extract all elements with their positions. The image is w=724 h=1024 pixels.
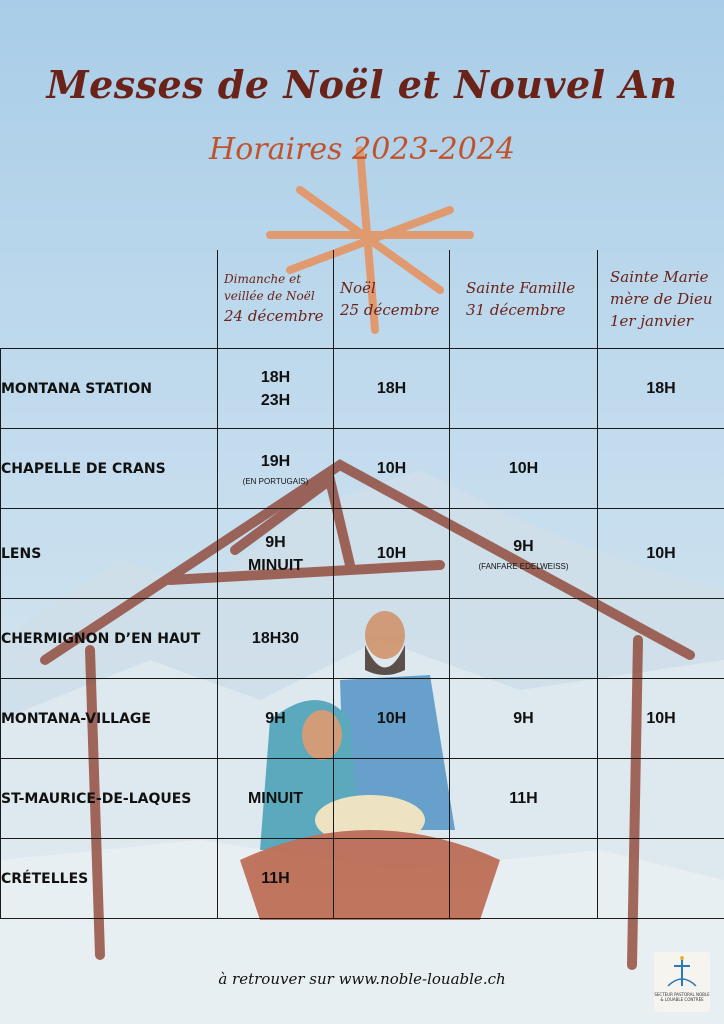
time-cell <box>450 349 598 429</box>
time-cell <box>598 599 724 679</box>
table-row <box>1 349 724 429</box>
website-footer: à retrouver sur www.noble-louable.ch <box>218 970 506 988</box>
parish-logo <box>654 952 710 1012</box>
cross-icon <box>654 952 710 992</box>
time-cell: 11H <box>218 839 334 919</box>
table-row <box>1 679 724 759</box>
location-name: LENS <box>1 509 218 599</box>
time-note: (FANFARE EDELWEISS) <box>478 562 569 571</box>
time-cell: 10H <box>598 509 724 599</box>
time-cell: 9H (FANFARE EDELWEISS) <box>450 509 598 599</box>
time-cell <box>334 839 450 919</box>
mass-schedule-table <box>0 250 724 919</box>
table-row <box>1 839 724 919</box>
table-row <box>1 509 724 599</box>
location-name: CHERMIGNON D’EN HAUT <box>1 599 218 679</box>
page-subtitle: Horaires 2023-2024 <box>209 132 515 167</box>
time-cell: 10H <box>334 679 450 759</box>
time-cell: 10H <box>334 429 450 509</box>
time-cell <box>598 839 724 919</box>
location-name: CHAPELLE DE CRANS <box>1 429 218 509</box>
time-cell: 18H 23H <box>218 349 334 429</box>
time-cell: 9H <box>218 679 334 759</box>
table-header-row <box>1 250 724 349</box>
table-row <box>1 429 724 509</box>
page-title: Messes de Noël et Nouvel An <box>46 62 678 107</box>
location-name: CRÉTELLES <box>1 839 218 919</box>
time-cell: MINUIT <box>218 759 334 839</box>
time-cell <box>450 839 598 919</box>
column-header-31-dec: Sainte Famille 31 décembre <box>450 250 598 349</box>
time-cell: 10H <box>450 429 598 509</box>
logo-caption: SECTEUR PASTORAL NOBLE & LOUABLE CONTRÉE <box>654 992 710 1002</box>
time-cell <box>598 759 724 839</box>
time-cell <box>334 759 450 839</box>
time-note: (EN PORTUGAIS) <box>242 477 309 486</box>
time-cell <box>598 429 724 509</box>
time-cell <box>334 599 450 679</box>
table-row <box>1 599 724 679</box>
time-cell: 19H (EN PORTUGAIS) <box>218 429 334 509</box>
location-name: MONTANA STATION <box>1 349 218 429</box>
location-name: ST-MAURICE-DE-LAQUES <box>1 759 218 839</box>
time-cell: 18H <box>334 349 450 429</box>
time-cell: 9H <box>450 679 598 759</box>
table-row <box>1 759 724 839</box>
time-cell: 10H <box>334 509 450 599</box>
column-header-24-dec: Dimanche et veillée de Noël 24 décembre <box>218 250 334 349</box>
column-header-25-dec: Noël 25 décembre <box>334 250 450 349</box>
time-cell <box>450 599 598 679</box>
location-name: MONTANA-VILLAGE <box>1 679 218 759</box>
time-cell: 18H <box>598 349 724 429</box>
column-header-1-jan: Sainte Marie mère de Dieu 1er janvier <box>598 250 724 349</box>
time-cell: 18H30 <box>218 599 334 679</box>
time-cell: 11H <box>450 759 598 839</box>
time-cell: 10H <box>598 679 724 759</box>
time-cell: 9H MINUIT <box>218 509 334 599</box>
